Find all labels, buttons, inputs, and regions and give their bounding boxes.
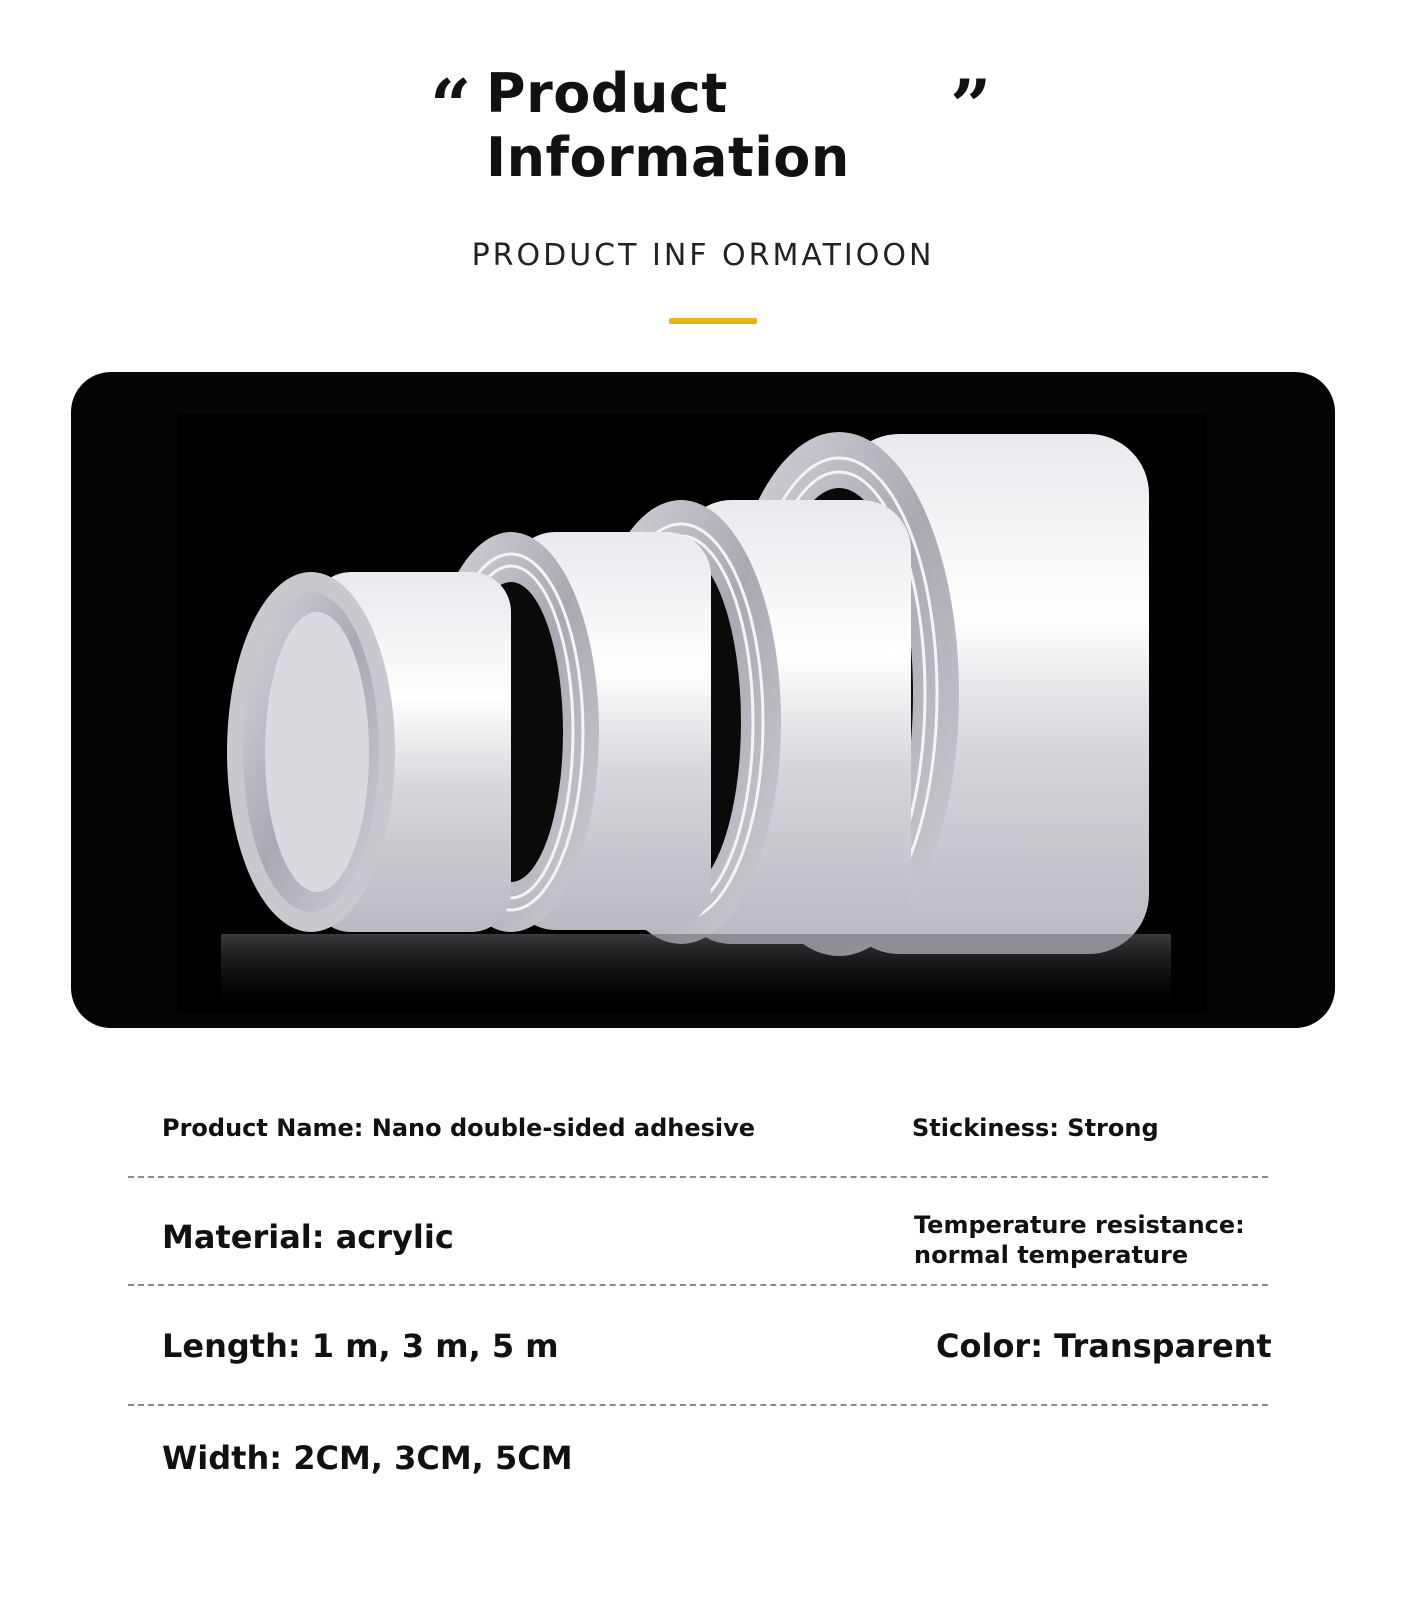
page-title-line2: Information [486, 126, 850, 189]
page-title-line1: Product [486, 62, 728, 125]
spec-temperature-line2: normal temperature [914, 1241, 1189, 1269]
divider [128, 1176, 1268, 1178]
spec-temperature-line1: Temperature resistance: [914, 1211, 1245, 1239]
spec-stickiness: Stickiness: Strong [912, 1114, 1159, 1142]
product-photo [71, 372, 1335, 1028]
close-quote-mark: ” [950, 63, 992, 148]
tape-roll-small [227, 572, 511, 932]
divider [128, 1284, 1268, 1286]
title-block [430, 58, 990, 198]
spec-temperature [914, 1210, 1245, 1270]
spec-color: Color: Transparent [936, 1327, 1272, 1365]
divider [128, 1404, 1268, 1406]
spec-width: Width: 2CM, 3CM, 5CM [162, 1439, 573, 1477]
open-quote-mark: “ [430, 63, 472, 148]
page-subtitle: PRODUCT INF ORMATIOON [471, 238, 935, 273]
spec-material: Material: acrylic [162, 1218, 454, 1256]
spec-product-name: Product Name: Nano double-sided adhesive [162, 1114, 756, 1142]
accent-bar [669, 318, 757, 324]
spec-length: Length: 1 m, 3 m, 5 m [162, 1327, 559, 1365]
floor-reflection [221, 934, 1171, 1014]
tape-rolls-illustration [71, 372, 1335, 1028]
